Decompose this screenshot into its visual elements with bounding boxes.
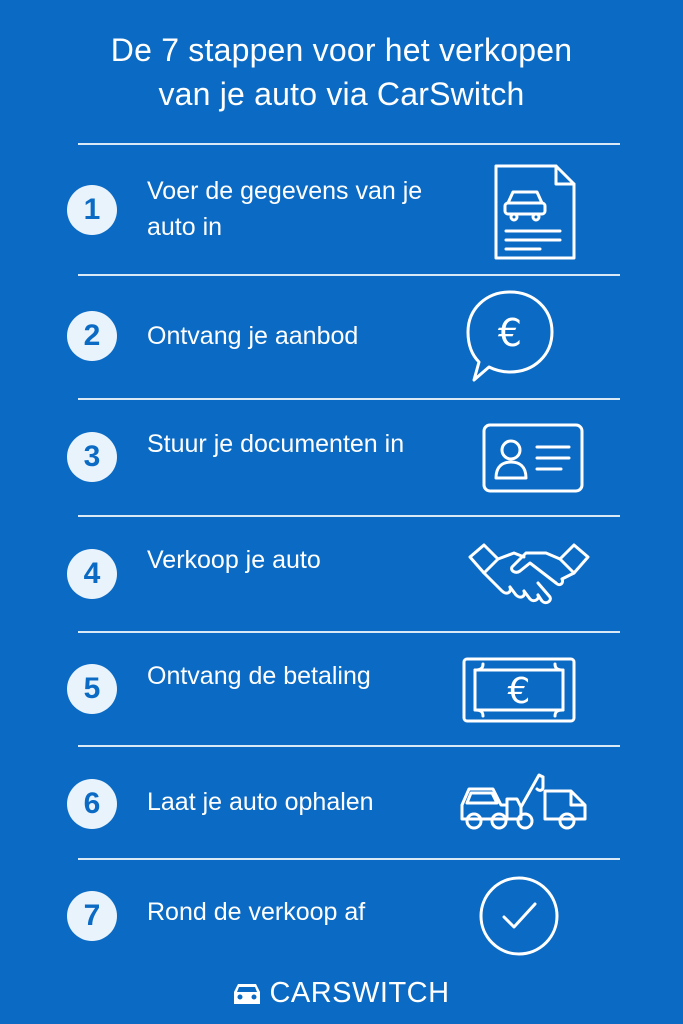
step-number: 7	[67, 891, 117, 941]
page-title	[0, 28, 683, 116]
handshake-icon	[466, 537, 592, 619]
title-line-1: De 7 stappen voor het verkopen	[110, 32, 573, 68]
step-label: Rond de verkoop af	[147, 898, 366, 926]
step-number: 3	[67, 432, 117, 482]
step-3	[0, 400, 683, 515]
checkmark-circle-icon	[477, 874, 561, 958]
step-number: 6	[67, 779, 117, 829]
brand-name: CARSWITCH	[269, 977, 450, 1009]
title-line-2: van je auto via CarSwitch	[158, 76, 525, 112]
svg-text:€: €	[497, 311, 523, 355]
step-4	[0, 517, 683, 631]
step-number: 4	[67, 549, 117, 599]
step-number: 1	[67, 185, 117, 235]
euro-speech-bubble-icon	[462, 288, 558, 384]
step-5	[0, 633, 683, 745]
tow-truck-icon	[459, 771, 589, 835]
carswitch-logo-icon	[233, 981, 261, 1014]
step-6	[0, 747, 683, 858]
brand-logo	[0, 977, 683, 1014]
step-label: Stuur je documenten in	[147, 430, 405, 458]
svg-text:€: €	[507, 671, 531, 712]
step-number: 2	[67, 311, 117, 361]
euro-banknote-icon	[461, 656, 577, 724]
step-label: Verkoop je auto	[147, 546, 321, 574]
step-7	[0, 860, 683, 970]
id-card-icon	[481, 422, 585, 494]
step-2	[0, 276, 683, 398]
step-label: Ontvang de betaling	[147, 662, 371, 690]
step-label: Voer de gegevens van je auto in	[147, 177, 423, 241]
step-label: Laat je auto ophalen	[147, 788, 374, 816]
car-document-icon	[492, 163, 578, 261]
step-1	[0, 145, 683, 275]
step-number: 5	[67, 664, 117, 714]
step-label: Ontvang je aanbod	[147, 322, 359, 350]
